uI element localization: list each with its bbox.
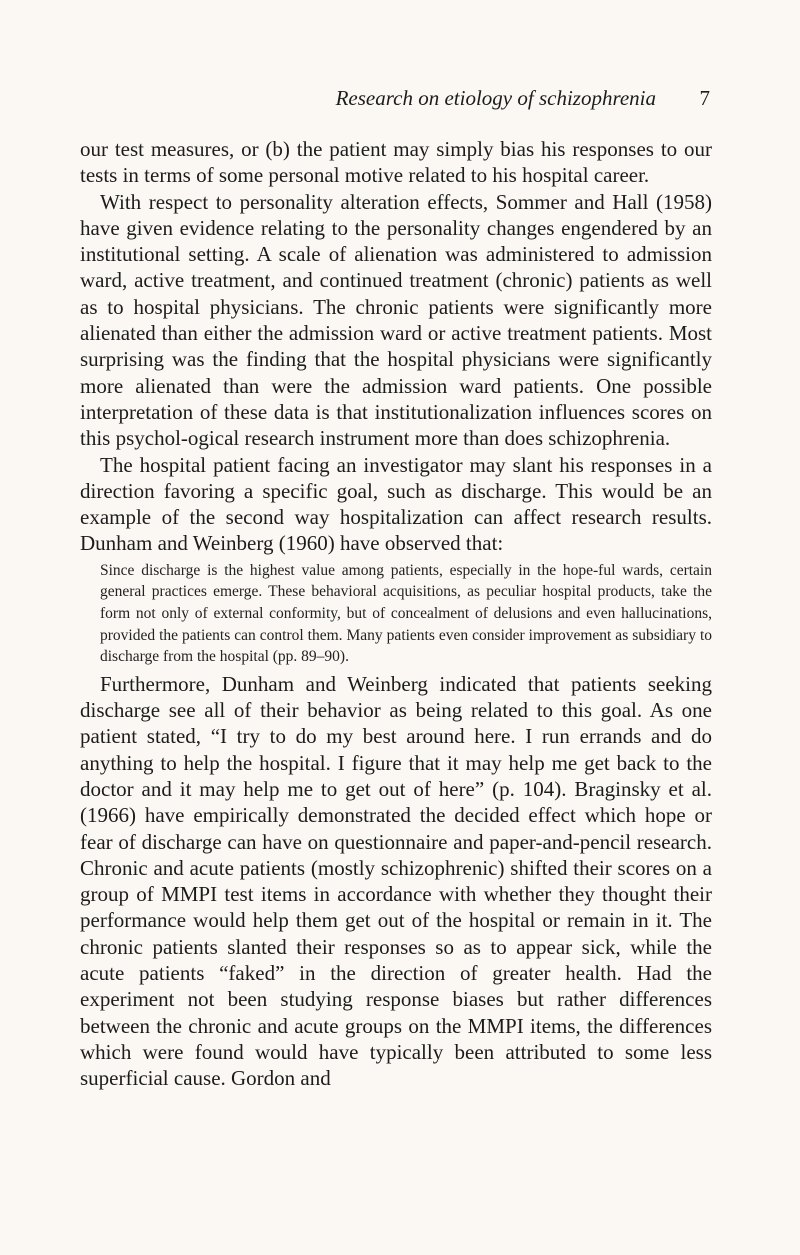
paragraph-continuation: our test measures, or (b) the patient may simply bias his responses to our tests in terms of some personal motive related to his hospital career.: [80, 137, 712, 188]
body-text: [80, 136, 712, 1091]
page-number: 7: [699, 86, 710, 110]
paragraph-dunham-weinberg: The hospital patient facing an investigator may slant his responses in a direction favoring a specific goal, such as discharge. This would be an example of the second way hospitalization can affect research results. Dunham and Weinberg (1960) have observed that:: [80, 452, 712, 556]
paragraph-sommer-hall: With respect to personality alteration effects, Sommer and Hall (1958) have given evidence relating to the personality changes engendered by an institutional setting. A scale of alienation was administered to admission ward, active treatment, and continued treatment (chronic) patients as well as to hospital physicians. The chronic patients were significantly more alienated than either the admission ward or active treatment patients. Most surprising was the finding that the hospital physicians were significantly more alienated than were the admission ward patients. One possible interpretation of these data is that institutionalization influences scores on this psychol-ogical research instrument more than does schizophrenia.: [80, 189, 712, 451]
running-head: [80, 86, 710, 116]
running-title: Research on etiology of schizophrenia: [335, 86, 656, 110]
paragraph-braginsky: Furthermore, Dunham and Weinberg indicated that patients seeking discharge see all of their behavior as being related to this goal. As one patient stated, “I try to do my best around here. I run errands and do anything to help the hospital. I figure that it may help me get back to the doctor and it may help me to get out of here” (p. 104). Braginsky et al. (1966) have empirically demonstrated the decided effect which hope or fear of discharge can have on questionnaire and paper-and-pencil research. Chronic and acute patients (mostly schizophrenic) shifted their scores on a group of MMPI test items in accordance with whether they thought their performance would help them get out of the hospital or remain in it. The chronic patients slanted their responses so as to appear sick, while the acute patients “faked” in the direction of greater health. Had the experiment not been studying response biases but rather differences between the chronic and acute groups on the MMPI items, the differences which were found would have typically been attributed to some less superficial cause. Gordon and: [80, 671, 712, 1091]
block-quote: Since discharge is the highest value among patients, especially in the hope-ful wards, certain general practices emerge. These behavioral acquisitions, as peculiar hospital products, take the form not only of external conformity, but of concealment of delusions and even hallucinations, provided the patients can control them. Many patients even consider improvement as subsidiary to discharge from the hospital (pp. 89–90).: [100, 561, 712, 666]
